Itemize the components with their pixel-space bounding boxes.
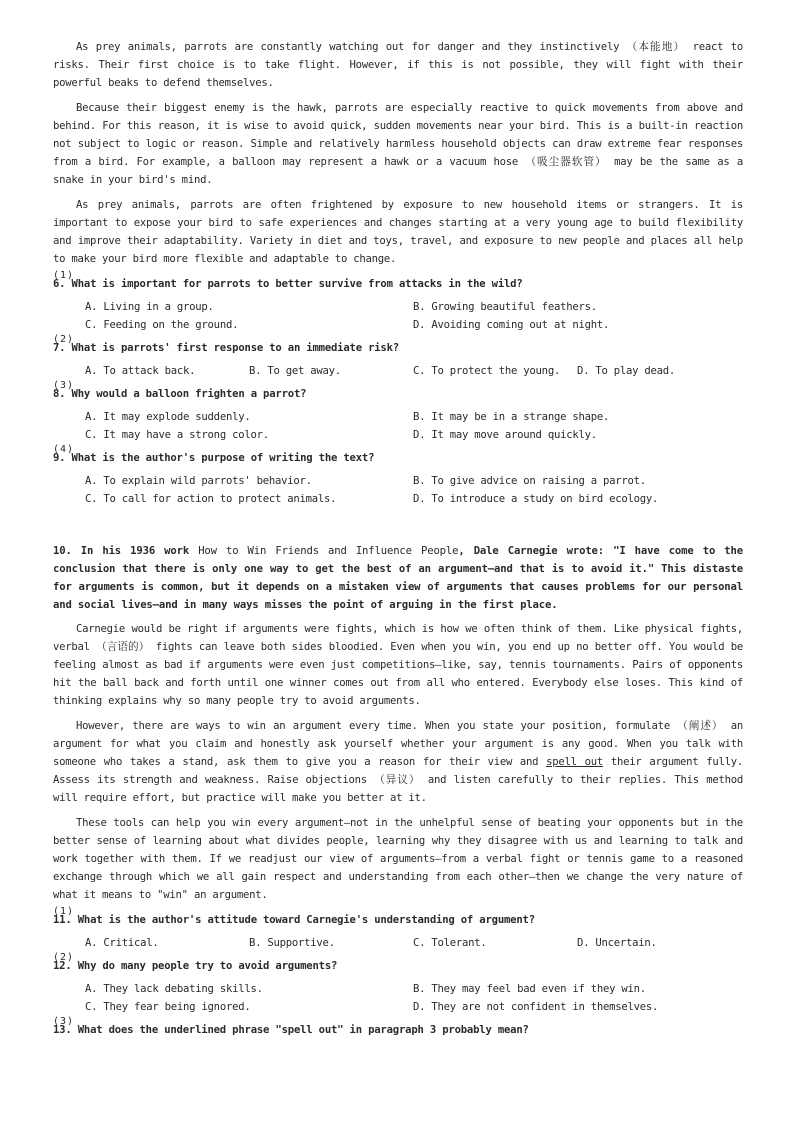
p2-before: However, there are ways to win an argument every time. When you state your position, formulate （阐述） an argument for what you claim and honestly ask yourself whether your argument is any good. When you talk with someone who takes a stand, ask them to give you a reason for their view and [53, 720, 743, 768]
question-text: 7. What is parrots' first response to an immediate risk? [53, 342, 399, 354]
option-b[interactable]: B. To get away. [249, 365, 341, 377]
option-d[interactable]: D. Avoiding coming out at night. [413, 319, 610, 331]
question-mark: (3) [53, 380, 75, 391]
option-a[interactable]: A. To attack back. [85, 365, 196, 377]
question-13 [53, 1016, 743, 1039]
options-q11 [85, 934, 743, 952]
underlined-phrase: spell out [546, 756, 604, 768]
option-d[interactable]: D. To introduce a study on bird ecology. [413, 493, 659, 505]
options-q7 [85, 362, 743, 380]
question-text: 13. What does the underlined phrase "spell out" in paragraph 3 probably mean? [53, 1024, 529, 1036]
option-a[interactable]: A. Living in a group. [85, 301, 214, 313]
option-d[interactable]: D. They are not confident in themselves. [413, 1001, 659, 1013]
passage-a-paragraph-2: Because their biggest enemy is the hawk, parrots are especially reactive to quick movements from above and behind. For this reason, it is wise to avoid quick, sudden movements near your bird. This is a built-in reaction not subject to logic or reason. Simple and relatively harmless household objects can draw extreme fear responses from a bird. For example, a balloon may represent a hawk or a vacuum hose （吸尘器软管） may be the same as a snake in your bird's mind. [53, 102, 743, 186]
lead-after: , Dale Carnegie wrote: "I have come to the conclusion that there is only one way to get the best of an argument—and that is to avoid it." This distaste for arguments is common, but it depends on a mistaken view of arguments that causes problems for our personal and social lives—and in many ways misses the point of arguing in the first place. [53, 545, 743, 611]
option-a[interactable]: A. They lack debating skills. [85, 983, 263, 995]
option-a[interactable]: A. To explain wild parrots' behavior. [85, 475, 312, 487]
option-a[interactable]: A. Critical. [85, 937, 159, 949]
option-c[interactable]: C. Tolerant. [413, 937, 487, 949]
option-c[interactable]: C. Feeding on the ground. [85, 319, 239, 331]
option-c[interactable]: C. To protect the young. [413, 365, 561, 377]
passage-b-paragraph-2 [53, 717, 743, 807]
question-mark: (3) [53, 1016, 75, 1027]
passage-b-paragraph-3: These tools can help you win every argument—not in the unhelpful sense of beating your opponents but in the better sense of learning about what divides people, learning why they disagree with us and learning to talk and work together with them. If we readjust our view of arguments—from a verbal fight or tennis game to a reasoned exchange through which we all gain respect and understanding from each other—then we change the very nature of what it means to "win" an argument. [53, 817, 743, 901]
options-q12 [85, 980, 743, 1016]
question-text: 8. Why would a balloon frighten a parrot? [53, 388, 307, 400]
question-text: 12. Why do many people try to avoid arguments? [53, 960, 338, 972]
lead-before: 10. In his 1936 work [53, 545, 199, 557]
options-q8 [85, 408, 743, 444]
option-a[interactable]: A. It may explode suddenly. [85, 411, 251, 423]
question-12 [53, 952, 743, 975]
question-11 [53, 906, 743, 929]
passage-a-paragraph-3: As prey animals, parrots are often frightened by exposure to new household items or strangers. It is important to expose your bird to safe experiences and changes starting at a very young age to build flexibility and improve their adaptability. Variety in diet and toys, travel, and exposure to new people and places all help to make your bird more flexible and adaptable to change. [53, 199, 743, 265]
option-d[interactable]: D. It may move around quickly. [413, 429, 597, 441]
question-8 [53, 380, 743, 403]
option-d[interactable]: D. To play dead. [577, 365, 676, 377]
question-7 [53, 334, 743, 357]
question-mark: (2) [53, 334, 75, 345]
question-9 [53, 444, 743, 467]
question-text: 11. What is the author's attitude toward Carnegie's understanding of argument? [53, 914, 535, 926]
book-title: How to Win Friends and Influence People [198, 545, 459, 557]
passage-a-paragraph-1: As prey animals, parrots are constantly watching out for danger and they instinctively （本能地） react to risks. Their first choice is to take flight. However, if this is not possible, they will fight with their powerful beaks to defend themselves. [53, 41, 743, 89]
question-text: 9. What is the author's purpose of writing the text? [53, 452, 375, 464]
question-mark: (1) [53, 906, 75, 917]
option-b[interactable]: B. It may be in a strange shape. [413, 411, 610, 423]
option-c[interactable]: C. It may have a strong color. [85, 429, 269, 441]
passage-b-lead [53, 542, 743, 614]
question-mark: (1) [53, 270, 75, 281]
option-d[interactable]: D. Uncertain. [577, 937, 657, 949]
question-mark: (2) [53, 952, 75, 963]
p2-after: their argument fully. Assess its strength and weakness. Raise objections （异议） and listen carefully to their replies. This method will require effort, but practice will make you better at it. [53, 756, 743, 804]
question-text: 6. What is important for parrots to better survive from attacks in the wild? [53, 278, 523, 290]
option-c[interactable]: C. To call for action to protect animals. [85, 493, 337, 505]
option-b[interactable]: B. Supportive. [249, 937, 335, 949]
options-q6 [85, 298, 743, 334]
options-q9 [85, 472, 743, 508]
option-b[interactable]: B. They may feel bad even if they win. [413, 983, 646, 995]
passage-b-paragraph-1: Carnegie would be right if arguments were fights, which is how we often think of them. Like physical fights, verbal （言语的） fights can leave both sides bloodied. Even when you win, you end up no better off. You would be feeling almost as bad if arguments were even just competitions—like, say, tennis tournaments. Pairs of opponents hit the ball back and forth until one winner comes out from all who entered. Everybody else loses. This kind of thinking explains why so many people try to avoid arguments. [53, 623, 743, 707]
exam-page [53, 38, 743, 1044]
option-b[interactable]: B. To give advice on raising a parrot. [413, 475, 646, 487]
option-b[interactable]: B. Growing beautiful feathers. [413, 301, 597, 313]
question-mark: (4) [53, 444, 75, 455]
option-c[interactable]: C. They fear being ignored. [85, 1001, 251, 1013]
question-6 [53, 270, 743, 293]
